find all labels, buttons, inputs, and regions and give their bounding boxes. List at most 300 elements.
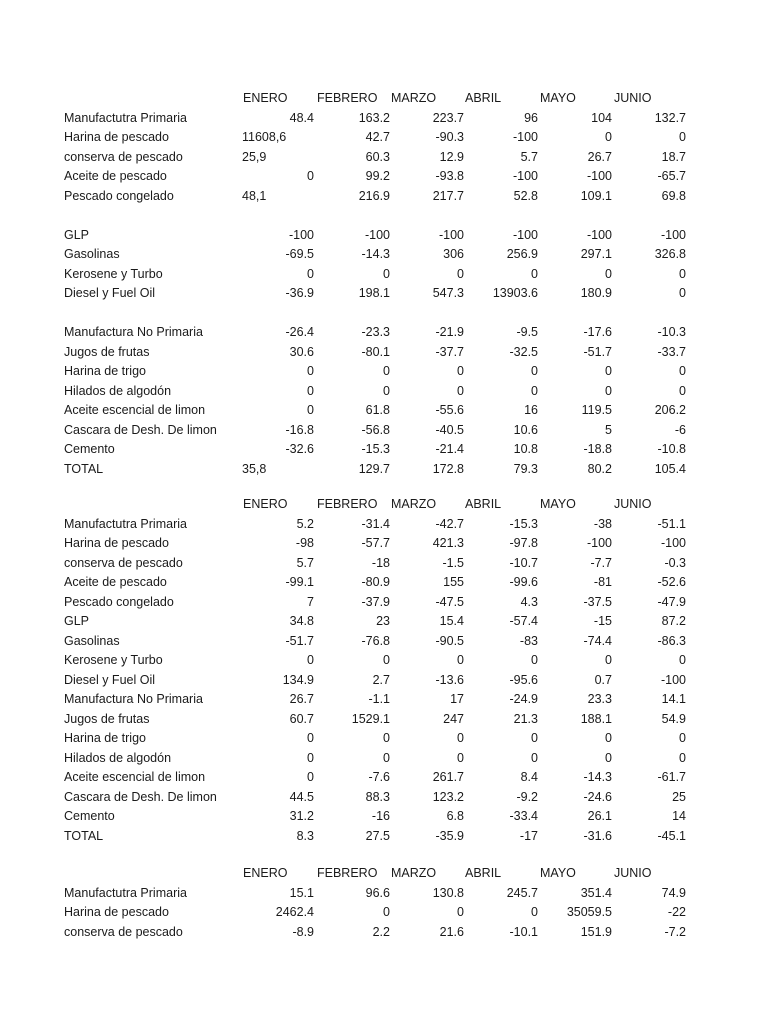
table-row xyxy=(0,460,768,480)
cell-mayo: 151.9 xyxy=(580,924,612,939)
table-row xyxy=(0,284,768,304)
cell-febrero: 0 xyxy=(383,731,390,745)
cell-junio: 0 xyxy=(679,130,686,144)
row-label: GLP xyxy=(64,227,90,242)
cell-enero: 0 xyxy=(307,770,314,784)
row-label: Kerosene y Turbo xyxy=(64,266,163,281)
cell-marzo: 217.7 xyxy=(432,188,464,203)
cell-febrero: -15.3 xyxy=(361,442,390,456)
cell-junio: -52.6 xyxy=(657,575,686,589)
cell-marzo: -40.5 xyxy=(435,422,464,437)
cell-marzo: 223.7 xyxy=(432,110,464,125)
header-abril: ABRIL xyxy=(465,91,502,105)
cell-febrero: 0 xyxy=(383,364,390,378)
cell-febrero: -18 xyxy=(371,555,390,570)
cell-mayo: -81 xyxy=(593,575,612,589)
cell-febrero: -14.3 xyxy=(361,247,390,261)
header-abril: ABRIL xyxy=(465,497,502,511)
cell-junio: -100 xyxy=(660,536,686,550)
cell-marzo: -93.8 xyxy=(435,169,464,183)
cell-mayo: 109.1 xyxy=(580,188,612,203)
table-row xyxy=(0,671,768,691)
cell-abril: 0 xyxy=(531,266,538,281)
cell-febrero: 2.2 xyxy=(372,924,390,939)
cell-mayo: 0 xyxy=(605,750,612,765)
header-row xyxy=(0,864,768,884)
row-label: conserva de pescado xyxy=(64,149,183,164)
table-row xyxy=(0,187,768,207)
cell-abril: -10.7 xyxy=(509,555,538,570)
table-row xyxy=(0,884,768,904)
table-row xyxy=(0,612,768,632)
cell-abril: 0 xyxy=(531,364,538,378)
cell-mayo: 0 xyxy=(605,266,612,281)
cell-abril: -83 xyxy=(519,633,538,648)
cell-enero: -51.7 xyxy=(285,633,314,648)
cell-junio: 14 xyxy=(672,809,686,823)
cell-abril: 4.3 xyxy=(520,594,538,609)
cell-enero: 48.4 xyxy=(289,110,314,125)
cell-febrero: 61.8 xyxy=(365,403,390,417)
cell-febrero: -1.1 xyxy=(368,692,390,706)
cell-junio: -86.3 xyxy=(657,633,686,648)
table-row xyxy=(0,710,768,730)
cell-abril: -95.6 xyxy=(509,672,538,687)
cell-mayo: 80.2 xyxy=(587,461,612,476)
cell-marzo: 0 xyxy=(457,905,464,919)
cell-marzo: -47.5 xyxy=(435,594,464,609)
cell-junio: -33.7 xyxy=(657,344,686,359)
cell-marzo: 21.6 xyxy=(439,924,464,939)
cell-enero: 5.2 xyxy=(296,516,314,531)
cell-marzo: 6.8 xyxy=(446,809,464,823)
cell-junio: -47.9 xyxy=(657,594,686,609)
table-3 xyxy=(0,864,768,942)
cell-abril: -57.4 xyxy=(509,614,538,628)
table-row xyxy=(0,827,768,847)
cell-mayo: -38 xyxy=(593,516,612,531)
cell-abril: -9.2 xyxy=(516,789,538,804)
cell-marzo: 17 xyxy=(450,692,464,706)
table-row xyxy=(0,593,768,613)
table-row xyxy=(0,534,768,554)
cell-enero: -69.5 xyxy=(285,247,314,261)
cell-enero: 8.3 xyxy=(296,828,314,843)
cell-abril: -15.3 xyxy=(509,516,538,531)
table-row xyxy=(0,265,768,285)
header-junio: JUNIO xyxy=(614,91,652,105)
header-row xyxy=(0,89,768,109)
cell-junio: 87.2 xyxy=(661,614,686,628)
table-row xyxy=(0,128,768,148)
cell-abril: 52.8 xyxy=(513,188,538,203)
cell-enero: -8.9 xyxy=(292,924,314,939)
header-row xyxy=(0,495,768,515)
cell-junio: 0 xyxy=(679,286,686,300)
cell-mayo: -24.6 xyxy=(583,789,612,804)
cell-abril: -100 xyxy=(512,130,538,144)
cell-mayo: 104 xyxy=(591,110,612,125)
cell-enero: 30.6 xyxy=(289,344,314,359)
cell-junio: -100 xyxy=(660,227,686,242)
cell-junio: -61.7 xyxy=(657,770,686,784)
cell-febrero: -7.6 xyxy=(368,770,390,784)
header-mayo: MAYO xyxy=(540,866,576,880)
cell-junio: 0 xyxy=(679,653,686,667)
cell-febrero: 0 xyxy=(383,383,390,398)
cell-febrero: -56.8 xyxy=(361,422,390,437)
cell-abril: 21.3 xyxy=(513,711,538,726)
cell-abril: 0 xyxy=(531,905,538,919)
row-label: Cascara de Desh. De limon xyxy=(64,789,217,804)
cell-junio: -45.1 xyxy=(657,828,686,843)
cell-marzo: 0 xyxy=(457,383,464,398)
cell-mayo: 0 xyxy=(605,653,612,667)
cell-febrero: -16 xyxy=(371,809,390,823)
cell-febrero: 60.3 xyxy=(365,149,390,164)
cell-abril: 8.4 xyxy=(520,770,538,784)
cell-abril: 256.9 xyxy=(506,247,538,261)
cell-marzo: -1.5 xyxy=(442,555,464,570)
row-label: Jugos de frutas xyxy=(64,711,150,726)
cell-abril: -24.9 xyxy=(509,692,538,706)
cell-junio: -22 xyxy=(667,905,686,919)
table-1 xyxy=(0,89,768,479)
row-label: Manufactutra Primaria xyxy=(64,885,187,900)
header-junio: JUNIO xyxy=(614,866,652,880)
cell-marzo: 306 xyxy=(443,247,464,261)
table-row xyxy=(0,651,768,671)
cell-enero: 31.2 xyxy=(289,809,314,823)
table-row xyxy=(0,226,768,246)
cell-febrero: -37.9 xyxy=(361,594,390,609)
cell-marzo: -21.4 xyxy=(435,442,464,456)
cell-enero: -26.4 xyxy=(285,325,314,339)
header-enero: ENERO xyxy=(243,866,288,880)
cell-enero: 44.5 xyxy=(289,789,314,804)
cell-junio: 74.9 xyxy=(661,885,686,900)
cell-mayo: -74.4 xyxy=(583,633,612,648)
table-row xyxy=(0,421,768,441)
cell-junio: 0 xyxy=(679,750,686,765)
cell-marzo: 0 xyxy=(457,266,464,281)
cell-abril: 16 xyxy=(524,403,538,417)
cell-enero: 0 xyxy=(307,383,314,398)
row-label: TOTAL xyxy=(64,828,104,843)
row-label: Manufactura No Primaria xyxy=(64,692,203,706)
cell-abril: -100 xyxy=(512,227,538,242)
header-febrero: FEBRERO xyxy=(317,866,378,880)
row-label: Gasolinas xyxy=(64,633,120,648)
cell-marzo: -37.7 xyxy=(435,344,464,359)
cell-mayo: 26.7 xyxy=(587,149,612,164)
cell-mayo: 0.7 xyxy=(594,672,612,687)
cell-enero: -32.6 xyxy=(285,442,314,456)
cell-febrero: 42.7 xyxy=(365,130,390,144)
cell-junio: 0 xyxy=(679,383,686,398)
table-2 xyxy=(0,495,768,846)
cell-mayo: -51.7 xyxy=(583,344,612,359)
cell-mayo: -7.7 xyxy=(590,555,612,570)
table-row xyxy=(0,690,768,710)
table-row xyxy=(0,167,768,187)
table-row xyxy=(0,903,768,923)
table-row xyxy=(0,148,768,168)
cell-mayo: -37.5 xyxy=(583,594,612,609)
cell-marzo: 172.8 xyxy=(432,461,464,476)
header-marzo: MARZO xyxy=(391,91,437,105)
cell-mayo: -18.8 xyxy=(583,442,612,456)
cell-febrero: -80.9 xyxy=(361,575,390,589)
cell-junio: 105.4 xyxy=(654,461,686,476)
cell-abril: 10.8 xyxy=(513,442,538,456)
cell-mayo: -31.6 xyxy=(583,828,612,843)
cell-mayo: 23.3 xyxy=(587,692,612,706)
cell-enero: 0 xyxy=(307,169,314,183)
row-label: Hilados de algodón xyxy=(64,750,172,765)
cell-enero: -98 xyxy=(295,536,314,550)
row-label: Aceite de pescado xyxy=(64,575,167,589)
cell-junio: -10.8 xyxy=(657,442,686,456)
table-row xyxy=(0,573,768,593)
cell-febrero: 99.2 xyxy=(365,169,390,183)
cell-mayo: 351.4 xyxy=(580,885,612,900)
cell-abril: 0 xyxy=(531,750,538,765)
row-label: Gasolinas xyxy=(64,247,120,261)
cell-marzo: 247 xyxy=(443,711,464,726)
row-label: Cemento xyxy=(64,809,115,823)
cell-junio: 206.2 xyxy=(654,403,686,417)
cell-mayo: -100 xyxy=(586,169,612,183)
cell-marzo: 123.2 xyxy=(432,789,464,804)
row-label: Aceite de pescado xyxy=(64,169,167,183)
cell-enero: 0 xyxy=(307,653,314,667)
row-label: Manufactura No Primaria xyxy=(64,325,203,339)
table-row xyxy=(0,362,768,382)
header-enero: ENERO xyxy=(243,91,288,105)
cell-marzo: 421.3 xyxy=(432,536,464,550)
cell-abril: 5.7 xyxy=(520,149,538,164)
row-label: Manufactutra Primaria xyxy=(64,110,187,125)
cell-febrero: -80.1 xyxy=(361,344,390,359)
cell-enero: -16.8 xyxy=(285,422,314,437)
row-label: Harina de trigo xyxy=(64,731,146,745)
row-label: Aceite escencial de limon xyxy=(64,403,206,417)
row-label: Cemento xyxy=(64,442,115,456)
cell-marzo: 155 xyxy=(443,575,464,589)
cell-febrero: -23.3 xyxy=(361,325,390,339)
cell-junio: -65.7 xyxy=(657,169,686,183)
cell-abril: -100 xyxy=(512,169,538,183)
cell-enero: 26.7 xyxy=(289,692,314,706)
table-row xyxy=(0,382,768,402)
cell-marzo: -21.9 xyxy=(435,325,464,339)
row-label: Pescado congelado xyxy=(64,594,174,609)
header-febrero: FEBRERO xyxy=(317,91,378,105)
cell-abril: 0 xyxy=(531,731,538,745)
cell-junio: 326.8 xyxy=(654,247,686,261)
cell-mayo: 5 xyxy=(605,422,612,437)
cell-enero: 5.7 xyxy=(296,555,314,570)
row-label: Harina de pescado xyxy=(64,130,169,144)
cell-febrero: 0 xyxy=(383,266,390,281)
table-row xyxy=(0,245,768,265)
cell-marzo: -13.6 xyxy=(435,672,464,687)
cell-junio: -100 xyxy=(660,672,686,687)
cell-marzo: -90.5 xyxy=(435,633,464,648)
row-label: Harina de pescado xyxy=(64,536,169,550)
cell-abril: -10.1 xyxy=(509,924,538,939)
cell-febrero: -31.4 xyxy=(361,516,390,531)
cell-junio: 0 xyxy=(679,364,686,378)
row-label: Harina de trigo xyxy=(64,364,146,378)
cell-febrero: 96.6 xyxy=(365,885,390,900)
row-label: Diesel y Fuel Oil xyxy=(64,672,155,687)
cell-marzo: 261.7 xyxy=(432,770,464,784)
cell-febrero: 88.3 xyxy=(365,789,390,804)
cell-junio: 18.7 xyxy=(661,149,686,164)
cell-febrero: 0 xyxy=(383,653,390,667)
cell-junio: 54.9 xyxy=(661,711,686,726)
table-row xyxy=(0,749,768,769)
cell-junio: 14.1 xyxy=(661,692,686,706)
cell-enero: 7 xyxy=(307,594,314,609)
cell-enero: 2462.4 xyxy=(275,905,314,919)
cell-junio: 0 xyxy=(679,731,686,745)
header-febrero: FEBRERO xyxy=(317,497,378,511)
table-row xyxy=(0,923,768,943)
cell-enero: 0 xyxy=(307,403,314,417)
cell-enero: 35,8 xyxy=(242,461,267,476)
cell-junio: 132.7 xyxy=(654,110,686,125)
cell-junio: 25 xyxy=(672,789,686,804)
cell-febrero: 1529.1 xyxy=(351,711,390,726)
cell-febrero: 0 xyxy=(383,905,390,919)
cell-abril: -97.8 xyxy=(509,536,538,550)
header-marzo: MARZO xyxy=(391,866,437,880)
cell-marzo: 0 xyxy=(457,750,464,765)
cell-mayo: -17.6 xyxy=(583,325,612,339)
cell-junio: -0.3 xyxy=(664,555,686,570)
cell-junio: -10.3 xyxy=(657,325,686,339)
cell-mayo: 180.9 xyxy=(580,286,612,300)
cell-abril: 10.6 xyxy=(513,422,538,437)
table-row xyxy=(0,729,768,749)
cell-marzo: 0 xyxy=(457,731,464,745)
cell-enero: 60.7 xyxy=(289,711,314,726)
header-mayo: MAYO xyxy=(540,91,576,105)
row-label: Kerosene y Turbo xyxy=(64,653,163,667)
cell-enero: 0 xyxy=(307,266,314,281)
cell-enero: 11608,6 xyxy=(242,130,287,144)
cell-marzo: 12.9 xyxy=(439,149,464,164)
spacer-row xyxy=(0,206,768,226)
cell-abril: -17 xyxy=(519,828,538,843)
row-label: Harina de pescado xyxy=(64,905,169,919)
cell-mayo: 0 xyxy=(605,364,612,378)
cell-enero: 134.9 xyxy=(282,672,314,687)
cell-abril: -32.5 xyxy=(509,344,538,359)
cell-marzo: -100 xyxy=(438,227,464,242)
table-row xyxy=(0,632,768,652)
header-enero: ENERO xyxy=(243,497,288,511)
cell-enero: -99.1 xyxy=(285,575,314,589)
spacer-row xyxy=(0,304,768,324)
row-label: GLP xyxy=(64,614,90,628)
cell-abril: -33.4 xyxy=(509,809,538,823)
row-label: Pescado congelado xyxy=(64,188,174,203)
cell-abril: -99.6 xyxy=(509,575,538,589)
cell-marzo: 130.8 xyxy=(432,885,464,900)
cell-febrero: 0 xyxy=(383,750,390,765)
row-label: conserva de pescado xyxy=(64,555,183,570)
cell-abril: 245.7 xyxy=(506,885,538,900)
cell-enero: 0 xyxy=(307,750,314,765)
cell-marzo: 0 xyxy=(457,653,464,667)
cell-marzo: -90.3 xyxy=(435,130,464,144)
cell-marzo: 15.4 xyxy=(439,614,464,628)
cell-mayo: 26.1 xyxy=(587,809,612,823)
table-row xyxy=(0,515,768,535)
cell-mayo: -100 xyxy=(586,536,612,550)
cell-marzo: -42.7 xyxy=(435,516,464,531)
row-label: Jugos de frutas xyxy=(64,344,150,359)
cell-mayo: 188.1 xyxy=(580,711,612,726)
row-label: Manufactutra Primaria xyxy=(64,516,187,531)
cell-febrero: 216.9 xyxy=(358,188,390,203)
cell-marzo: -35.9 xyxy=(435,828,464,843)
header-mayo: MAYO xyxy=(540,497,576,511)
cell-mayo: 35059.5 xyxy=(566,905,612,919)
cell-abril: 13903.6 xyxy=(492,286,538,300)
cell-febrero: 163.2 xyxy=(358,110,390,125)
cell-enero: -36.9 xyxy=(285,286,314,300)
table-row xyxy=(0,401,768,421)
cell-enero: -100 xyxy=(288,227,314,242)
cell-abril: 79.3 xyxy=(513,461,538,476)
cell-enero: 0 xyxy=(307,364,314,378)
cell-enero: 48,1 xyxy=(242,188,267,203)
cell-enero: 15.1 xyxy=(289,885,314,900)
row-label: Aceite escencial de limon xyxy=(64,770,206,784)
cell-junio: -6 xyxy=(674,422,686,437)
cell-abril: -9.5 xyxy=(516,325,538,339)
cell-junio: 0 xyxy=(679,266,686,281)
table-row xyxy=(0,109,768,129)
cell-mayo: -15 xyxy=(593,614,612,628)
table-row xyxy=(0,323,768,343)
cell-mayo: 0 xyxy=(605,130,612,144)
table-row xyxy=(0,554,768,574)
cell-enero: 34.8 xyxy=(289,614,314,628)
cell-febrero: 129.7 xyxy=(358,461,390,476)
table-row xyxy=(0,343,768,363)
cell-mayo: -100 xyxy=(586,227,612,242)
header-abril: ABRIL xyxy=(465,866,502,880)
cell-abril: 0 xyxy=(531,653,538,667)
row-label: Diesel y Fuel Oil xyxy=(64,286,155,300)
table-row xyxy=(0,788,768,808)
cell-febrero: 2.7 xyxy=(372,672,390,687)
cell-mayo: 0 xyxy=(605,731,612,745)
cell-mayo: 297.1 xyxy=(580,247,612,261)
cell-febrero: -100 xyxy=(364,227,390,242)
cell-mayo: 119.5 xyxy=(581,403,612,417)
cell-enero: 25,9 xyxy=(242,149,267,164)
row-label: Cascara de Desh. De limon xyxy=(64,422,217,437)
table-row xyxy=(0,440,768,460)
row-label: conserva de pescado xyxy=(64,924,183,939)
